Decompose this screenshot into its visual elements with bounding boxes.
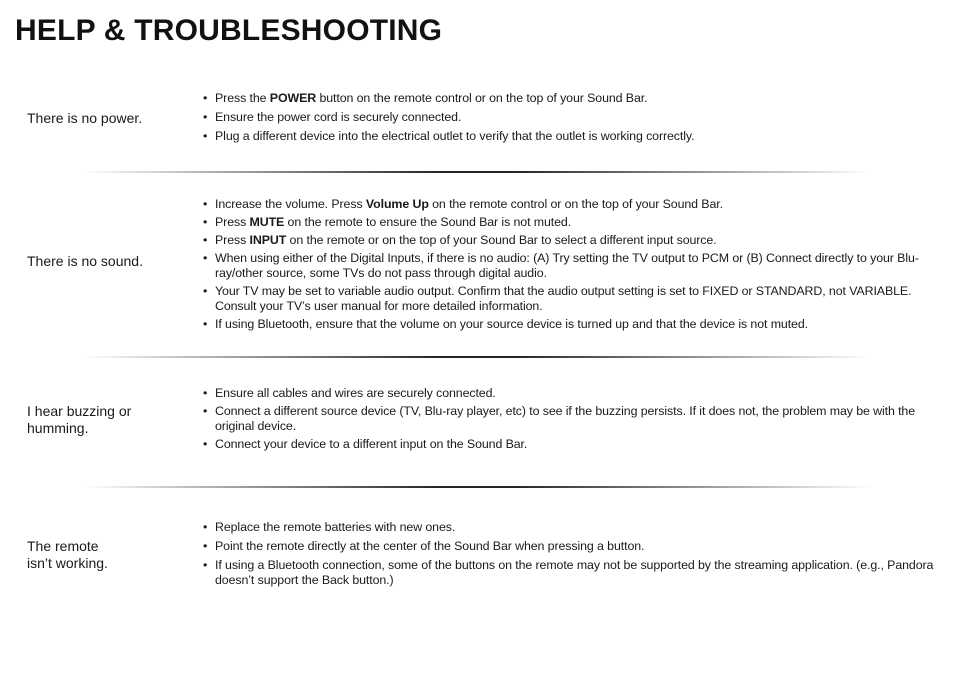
list-item: • Press the POWER button on the remote control or on the top of your Sound Bar. <box>201 91 941 106</box>
solutions-no-sound <box>201 197 941 332</box>
section-divider <box>82 486 872 488</box>
section-divider <box>82 356 872 358</box>
list-item: • Connect a different source device (TV, Blu-ray player, etc) to see if the buzzing persists. If it does not, the problem may be with the original device. <box>201 404 941 434</box>
problem-no-power: There is no power. <box>27 110 143 126</box>
list-item: • Ensure the power cord is securely connected. <box>201 110 941 125</box>
page-title: HELP & TROUBLESHOOTING <box>15 14 443 47</box>
list-item: • Connect your device to a different input on the Sound Bar. <box>201 437 941 452</box>
section-divider <box>82 171 872 173</box>
list-item: • Press INPUT on the remote or on the top of your Sound Bar to select a different input source. <box>201 233 941 248</box>
solutions-no-power <box>201 91 941 144</box>
list-item: • Press MUTE on the remote to ensure the Sound Bar is not muted. <box>201 215 941 230</box>
list-item: • If using Bluetooth, ensure that the volume on your source device is turned up and that the device is not muted. <box>201 317 941 332</box>
list-item: • Point the remote directly at the center of the Sound Bar when pressing a button. <box>201 539 941 554</box>
problem-buzzing: I hear buzzing or humming. <box>27 403 132 436</box>
list-item: • Increase the volume. Press Volume Up on the remote control or on the top of your Sound Bar. <box>201 197 941 212</box>
problem-no-sound: There is no sound. <box>27 253 143 269</box>
list-item: • If using a Bluetooth connection, some of the buttons on the remote may not be supported by the streaming application. (e.g., Pandora doesn’t support the Back button.) <box>201 558 941 588</box>
list-item: • Your TV may be set to variable audio output. Confirm that the audio output setting is set to FIXED or STANDARD, not VARIABLE. Consult your TV’s user manual for more detailed information. <box>201 284 941 314</box>
list-item: • Replace the remote batteries with new ones. <box>201 520 941 535</box>
list-item: • When using either of the Digital Inputs, if there is no audio: (A) Try setting the TV output to PCM or (B) Connect directly to your Blu-ray/other source, some TVs do not pass through digital audio. <box>201 251 941 281</box>
problem-remote: The remote isn’t working. <box>27 538 108 571</box>
list-item: • Ensure all cables and wires are securely connected. <box>201 386 941 401</box>
solutions-remote <box>201 520 941 588</box>
list-item: • Plug a different device into the electrical outlet to verify that the outlet is working correctly. <box>201 129 941 144</box>
solutions-buzzing <box>201 386 941 452</box>
